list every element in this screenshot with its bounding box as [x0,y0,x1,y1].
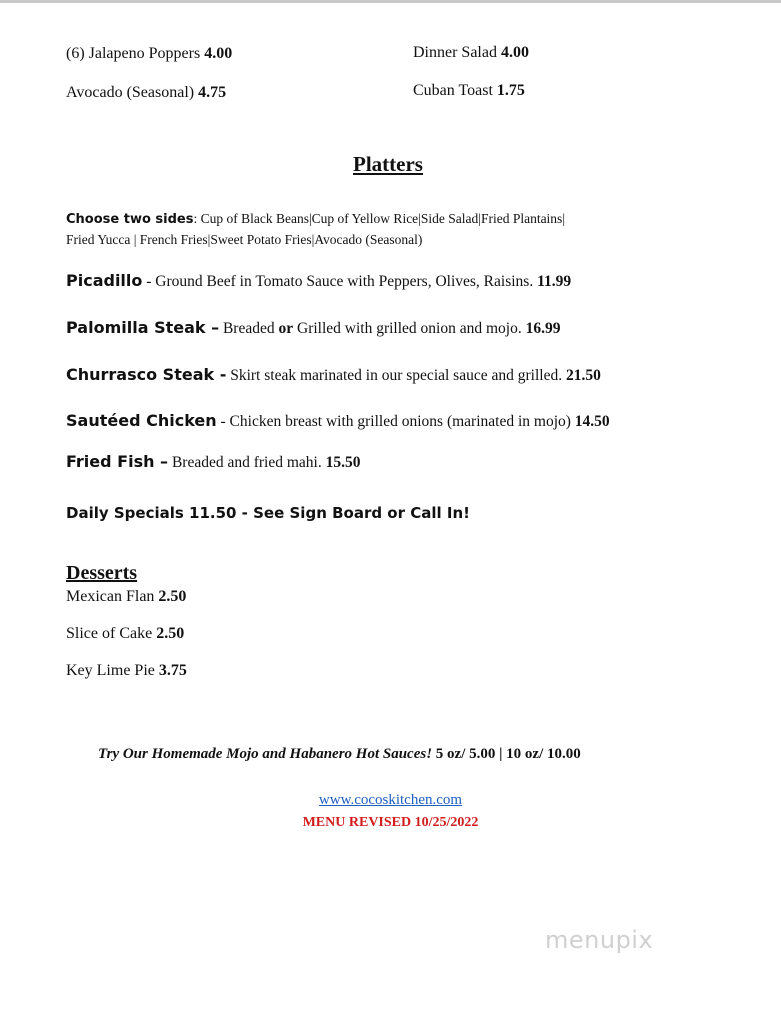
menu-item-mexican-flan [66,588,186,606]
item-price: 2.50 [158,588,187,605]
item-price: 2.50 [156,625,185,642]
sides-line-1: : Cup of Black Beans|Cup of Yellow Rice|Side Salad|Fried Plantains| [193,211,566,226]
sides-label: Choose two sides [66,212,194,227]
item-name: Picadillo [66,271,143,290]
item-description-a: Breaded [219,320,279,337]
item-description: - Ground Beef in Tomato Sauce with Peppers, Olives, Raisins. [142,273,538,290]
menu-item-slice-of-cake [66,625,184,643]
promo-text: Try Our Homemade Mojo and Habanero Hot Sauces! [98,746,433,762]
item-price: 3.75 [158,662,187,679]
website-link[interactable]: www.cocoskitchen.com [318,792,463,808]
section-heading-platters: Platters [353,152,423,176]
item-price: 4.75 [198,84,227,101]
item-price: 1.75 [496,82,525,99]
item-description: Skirt steak marinated in our special sauce and grilled. [226,367,566,384]
menu-item-fried-fish [66,452,360,472]
sides-options [66,209,565,250]
item-description-or: or [278,320,294,337]
sides-line-2: Fried Yucca | French Fries|Sweet Potato Fries|Avocado (Seasonal) [66,232,423,247]
item-price: 21.50 [565,367,601,384]
item-name: Palomilla Steak – [66,318,220,337]
item-name: Sautéed Chicken [66,411,217,430]
daily-specials: Daily Specials 11.50 - See Sign Board or Call In! [66,504,470,522]
item-name: Key Lime Pie [66,662,155,679]
website-row [0,791,781,809]
hot-sauce-promo [98,746,581,763]
item-price: 14.50 [574,413,610,430]
item-price: 4.00 [500,44,529,61]
menu-item-key-lime-pie [66,662,187,680]
menu-item-palomilla-steak [66,318,560,338]
item-description: Breaded and fried mahi. [168,454,326,471]
section-heading-desserts: Desserts [66,562,138,584]
item-price: 11.99 [537,273,572,290]
menu-item-churrasco-steak [66,365,601,385]
menu-revised-date: MENU REVISED 10/25/2022 [302,815,479,830]
item-name: Mexican Flan [66,588,155,605]
promo-sizes: 5 oz/ 5.00 | 10 oz/ 10.00 [432,746,581,762]
item-name: Dinner Salad [413,44,497,61]
menu-item-cuban-toast [413,82,525,100]
item-name: (6) Jalapeno Poppers [66,45,201,62]
scan-top-edge [0,0,781,3]
item-name: Fried Fish – [66,452,169,471]
item-description: - Chicken breast with grilled onions (marinated in mojo) [216,413,575,430]
menu-item-sauteed-chicken [66,411,610,431]
item-name: Cuban Toast [413,82,493,99]
menu-item-jalapeno-poppers [66,45,232,63]
item-name: Avocado (Seasonal) [66,84,195,101]
menu-item-picadillo [66,271,571,291]
item-price: 16.99 [525,320,561,337]
item-name: Churrasco Steak - [66,365,227,384]
menu-item-avocado [66,84,226,102]
item-price: 4.00 [204,45,233,62]
item-price: 15.50 [325,454,361,471]
item-description-c: Grilled with grilled onion and mojo. [293,320,526,337]
menu-item-dinner-salad [413,44,529,62]
item-name: Slice of Cake [66,625,153,642]
menupix-watermark: menupix [545,926,654,954]
